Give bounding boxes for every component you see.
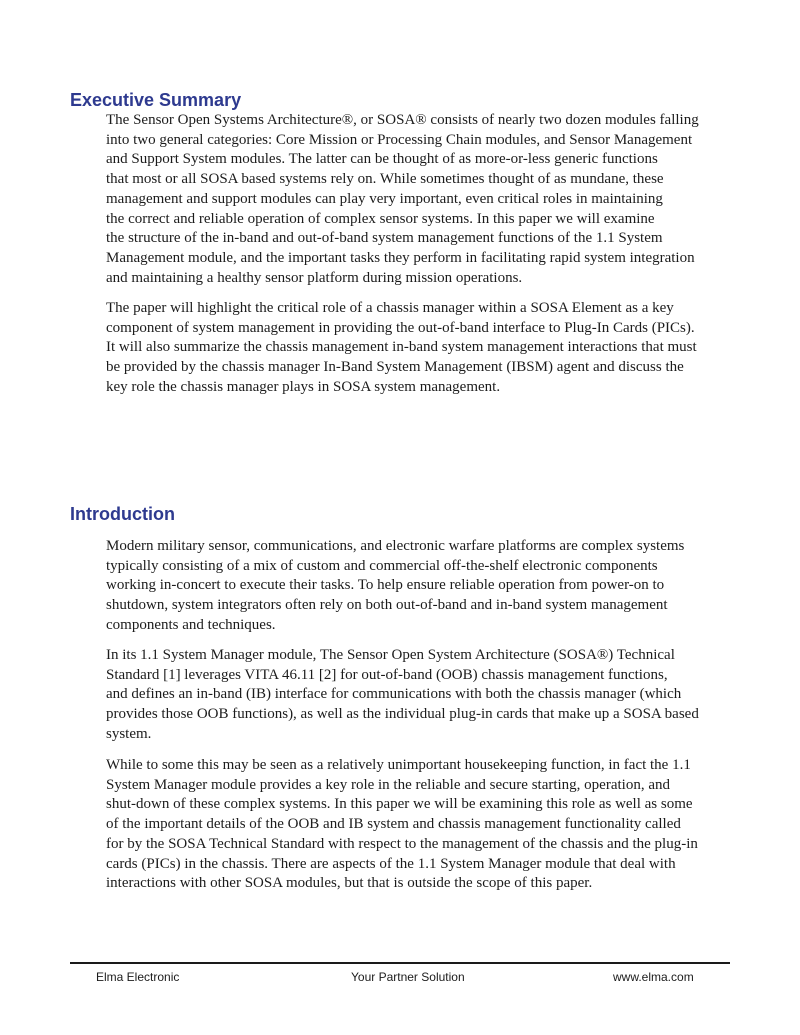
text-line: for by the SOSA Technical Standard with respect to the management of the chassis and the plug-in (106, 835, 698, 852)
introduction-body-1 (106, 537, 730, 636)
footer-tagline: Your Partner Solution (351, 970, 465, 984)
text-line: cards (PICs) in the chassis. There are aspects of the 1.1 System Manager module that deal with (106, 855, 676, 872)
text-line: typically consisting of a mix of custom and commercial off-the-shelf electronic components (106, 557, 658, 574)
text-line: Management module, and the important tasks they perform in facilitating rapid system integration (106, 249, 695, 266)
text-line: be provided by the chassis manager In-Band System Management (IBSM) agent and discuss the (106, 359, 684, 376)
text-line: The Sensor Open Systems Architecture®, or SOSA® consists of nearly two dozen modules falling (106, 112, 699, 128)
executive-summary-heading: Executive Summary (70, 90, 242, 110)
text-line: While to some this may be seen as a relatively unimportant housekeeping function, in fact the 1.1 (106, 757, 691, 773)
text-line: components and techniques. (106, 616, 276, 633)
text-line: shutdown, system integrators often rely on both out-of-band and in-band system management (106, 597, 668, 614)
introduction-paragraph-1 (106, 537, 730, 636)
footer-website-link[interactable]: www.elma.com (613, 970, 694, 984)
text-line: into two general categories: Core Mission or Processing Chain modules, and Sensor Management (106, 131, 693, 148)
text-line: key role the chassis manager plays in SOSA system management. (106, 378, 501, 395)
introduction-body-2 (106, 646, 730, 745)
text-line: that most or all SOSA based systems rely on. While sometimes thought of as mundane, these (106, 171, 664, 188)
text-line: working in-concert to execute their tasks. To help ensure reliable operation from power-on to (106, 577, 665, 594)
text-line: The paper will highlight the critical role of a chassis manager within a SOSA Element as a key (106, 300, 674, 316)
text-line: interactions with other SOSA modules, but that is outside the scope of this paper. (106, 875, 593, 892)
footer-divider (70, 962, 730, 964)
text-line: component of system management in providing the out-of-band interface to Plug-In Cards (PICs). (106, 319, 695, 336)
text-line: the structure of the in-band and out-of-band system management functions of the 1.1 System (106, 230, 663, 247)
executive-summary-body-2 (106, 299, 730, 398)
executive-summary-body (106, 111, 730, 288)
text-line: Standard [1] leverages VITA 46.11 [2] for out-of-band (OOB) chassis management functions, (106, 666, 668, 683)
introduction-heading: Introduction (70, 504, 175, 524)
text-line: Modern military sensor, communications, and electronic warfare platforms are complex systems (106, 538, 685, 554)
introduction-body-3 (106, 756, 730, 894)
text-line: the correct and reliable operation of complex sensor systems. In this paper we will examine (106, 210, 655, 227)
introduction-paragraph-2 (106, 646, 730, 745)
text-line: and defines an in-band (IB) interface for communications with both the chassis manager (which (106, 686, 682, 703)
text-line: shut-down of these complex systems. In this paper we will be examining this role as well as some (106, 796, 693, 813)
text-line: In its 1.1 System Manager module, The Sensor Open System Architecture (SOSA®) Technical (106, 647, 675, 663)
text-line: It will also summarize the chassis management in-band system management interactions that must (106, 339, 697, 356)
text-line: and maintaining a healthy sensor platform during mission operations. (106, 269, 523, 286)
executive-summary-paragraph-2 (106, 299, 730, 398)
text-line: provides those OOB functions), as well as the individual plug-in cards that make up a SOSA based (106, 706, 699, 723)
executive-summary-paragraph-1 (106, 111, 730, 288)
introduction-paragraph-3 (106, 756, 730, 894)
text-line: of the important details of the OOB and IB system and chassis management functionality called (106, 816, 681, 833)
text-line: system. (106, 725, 152, 742)
text-line: System Manager module provides a key role in the reliable and secure starting, operation, and (106, 776, 670, 793)
footer-company-name: Elma Electronic (96, 970, 180, 984)
text-line: and Support System modules. The latter can be thought of as more-or-less generic functions (106, 151, 658, 168)
text-line: management and support modules can play very important, even critical roles in maintaining (106, 190, 663, 207)
